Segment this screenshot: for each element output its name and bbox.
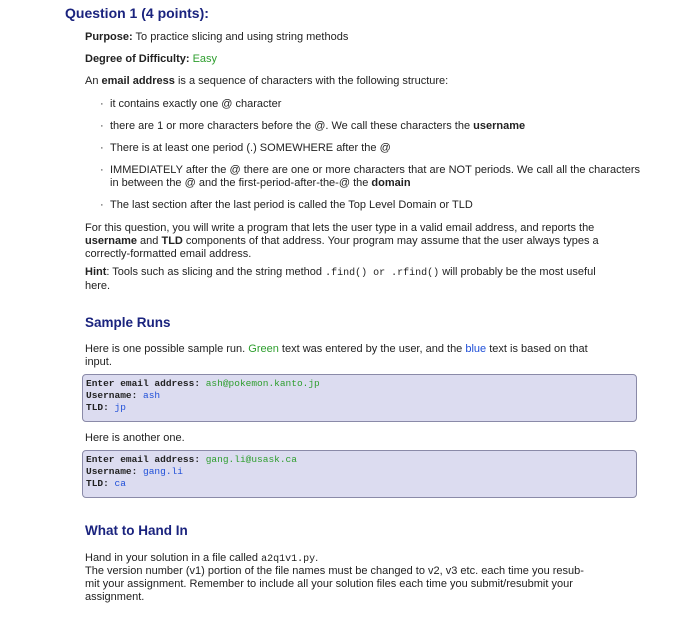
run1-username-label: Username:	[86, 390, 138, 401]
hand-in-text: .	[315, 552, 319, 564]
sample-intro-text: text is based on that	[489, 343, 588, 355]
sample-intro-green: Green	[248, 343, 279, 355]
bullet-text	[110, 120, 640, 133]
hand-in-text: mit your assignment. Remember to include all your solution files each time you submit/resubmit your	[85, 578, 573, 590]
bullet-text	[110, 164, 640, 190]
sample-runs-heading: Sample Runs	[85, 315, 171, 330]
run1-tld-label: TLD:	[86, 402, 109, 413]
another-run-text: Here is another one.	[85, 432, 185, 444]
question-title: Question 1 (4 points):	[65, 5, 209, 21]
sample-intro-text: text was entered by the user, and the	[281, 343, 463, 355]
bullet-dot: ·	[100, 120, 104, 132]
hand-in-line-1	[85, 552, 637, 566]
hint-code: .find() or .rfind()	[325, 268, 440, 279]
run2-tld-row	[86, 478, 636, 490]
run1-username-row	[86, 390, 636, 402]
hand-in-line-3	[85, 578, 637, 591]
hint-text: will probably be the most useful	[442, 266, 596, 278]
task-line-2	[85, 235, 637, 248]
intro-bold: email address	[101, 75, 175, 87]
task-text: correctly-formatted email address.	[85, 248, 252, 260]
hint-line-2	[85, 280, 637, 293]
task-and: and	[140, 235, 159, 247]
hand-in-text: assignment.	[85, 591, 145, 603]
run1-prompt: Enter email address:	[86, 378, 201, 389]
run1-tld-row	[86, 402, 636, 414]
hand-in-text: Hand in your solution in a file called	[85, 552, 259, 564]
difficulty-label: Degree of Difficulty:	[85, 53, 190, 65]
another-run-line	[85, 432, 637, 445]
bullet-text: it contains exactly one @ character	[110, 98, 282, 110]
purpose-label: Purpose:	[85, 31, 133, 43]
intro-line	[85, 75, 637, 88]
bullet-text: There is at least one period (.) SOMEWHERE after the @	[110, 142, 391, 154]
bullet-dot: ·	[100, 98, 104, 110]
bullet-dot: ·	[100, 142, 104, 154]
intro-post: is a sequence of characters with the following structure:	[177, 75, 449, 87]
sample-run-1-box	[82, 374, 637, 422]
difficulty-line	[85, 53, 637, 66]
hint-text: here.	[85, 280, 111, 292]
run1-username-value: ash	[143, 390, 161, 401]
difficulty-value: Easy	[192, 53, 218, 65]
task-line-1	[85, 222, 637, 235]
sample-intro-blue: blue	[465, 343, 487, 355]
hand-in-line-2	[85, 565, 637, 578]
run2-input: gang.li@usask.ca	[205, 454, 297, 465]
hint-line-1	[85, 266, 637, 280]
purpose-text: To practice slicing and using string methods	[135, 31, 349, 43]
hand-in-heading: What to Hand In	[85, 523, 188, 538]
run1-input: ash@pokemon.kanto.jp	[205, 378, 320, 389]
run2-username-row	[86, 466, 636, 478]
run2-prompt-row	[86, 454, 636, 466]
task-bold-username: username	[85, 235, 137, 247]
bullet-text: The last section after the last period is called the Top Level Domain or TLD	[110, 199, 473, 211]
run2-username-value: gang.li	[143, 466, 183, 477]
run2-username-label: Username:	[86, 466, 138, 477]
bullet-4-bold: domain	[371, 177, 411, 189]
hand-in-text: The version number (v1) portion of the file names must be changed to v2, v3 etc. each time you resub-	[85, 565, 584, 577]
bullet-2-bold: username	[473, 120, 526, 132]
sample-run-2-box	[82, 450, 637, 498]
bullet-4-pre: IMMEDIATELY after the @ there are one or more characters that are NOT periods. We call all the characters in between the @ and the first-period-after-the-@ the	[110, 164, 640, 189]
task-line-3	[85, 248, 637, 261]
hint-label: Hint	[85, 266, 107, 278]
task-text: For this question, you will write a program that lets the user type in a valid email address, and reports the	[85, 222, 595, 234]
run1-prompt-row	[86, 378, 636, 390]
bullet-dot: ·	[100, 199, 104, 211]
intro-pre: An	[85, 75, 99, 87]
run2-prompt: Enter email address:	[86, 454, 201, 465]
bullet-2-pre: there are 1 or more characters before the @. We call these characters the	[110, 120, 471, 132]
run2-tld-label: TLD:	[86, 478, 109, 489]
run2-tld-value: ca	[114, 478, 126, 489]
sample-intro-line-2	[85, 356, 637, 369]
sample-intro-text: Here is one possible sample run.	[85, 343, 246, 355]
run1-tld-value: jp	[114, 402, 126, 413]
task-bold-tld: TLD	[161, 235, 183, 247]
purpose-line	[85, 31, 637, 44]
sample-intro-line-1	[85, 343, 637, 356]
task-text: components of that address. Your program may assume that the user always types a	[185, 235, 599, 247]
sample-intro-text: input.	[85, 356, 112, 368]
hand-in-line-4	[85, 591, 637, 604]
bullet-dot: ·	[100, 164, 104, 176]
hint-text: : Tools such as slicing and the string method	[106, 266, 323, 278]
hand-in-filename: a2q1v1.py	[261, 554, 316, 565]
